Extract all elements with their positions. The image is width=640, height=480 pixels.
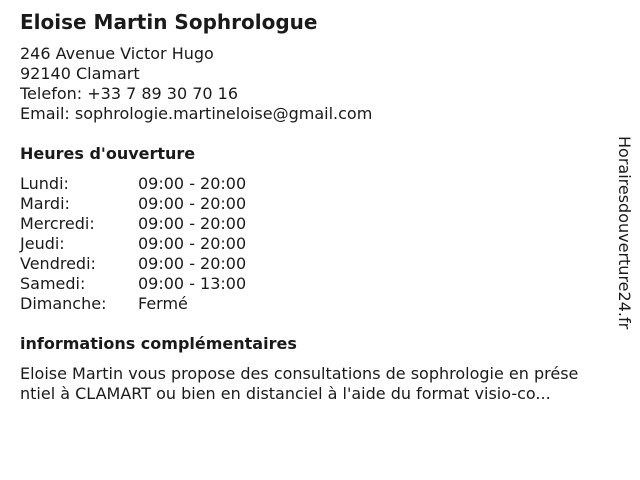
hours-day: Mercredi: [20, 214, 95, 233]
business-name: Eloise Martin Sophrologue [20, 10, 318, 34]
info-line-1: Eloise Martin vous propose des consultations de sophrologie en prése [20, 364, 579, 383]
hours-row-monday [20, 174, 246, 194]
hours-day: Mardi: [20, 194, 70, 213]
hours-row-tuesday [20, 194, 246, 214]
info-line-2: ntiel à CLAMART ou bien en distanciel à l'aide du format visio-co... [20, 384, 551, 403]
hours-table [20, 174, 246, 314]
contact-block [20, 44, 372, 124]
city-postcode: 92140 Clamart [20, 64, 140, 83]
hours-day: Samedi: [20, 274, 86, 293]
hours-day: Jeudi: [20, 234, 65, 253]
hours-time: 09:00 - 20:00 [138, 214, 247, 233]
hours-row-thursday [20, 234, 246, 254]
site-watermark: Horairesdouverture24.fr [615, 136, 634, 330]
street-address: 246 Avenue Victor Hugo [20, 44, 214, 63]
hours-row-wednesday [20, 214, 246, 234]
hours-day: Vendredi: [20, 254, 96, 273]
phone-number: Telefon: +33 7 89 30 70 16 [20, 84, 239, 103]
hours-row-friday [20, 254, 246, 274]
hours-row-saturday [20, 274, 246, 294]
hours-day: Dimanche: [20, 294, 107, 313]
hours-time: 09:00 - 20:00 [138, 194, 247, 213]
info-description [20, 364, 610, 404]
info-heading: informations complémentaires [20, 334, 297, 353]
hours-heading: Heures d'ouverture [20, 144, 196, 163]
hours-time: Fermé [138, 294, 188, 313]
hours-time: 09:00 - 20:00 [138, 254, 247, 273]
hours-time: 09:00 - 20:00 [138, 174, 247, 193]
hours-time: 09:00 - 13:00 [138, 274, 247, 293]
hours-row-sunday [20, 294, 246, 314]
hours-time: 09:00 - 20:00 [138, 234, 247, 253]
hours-day: Lundi: [20, 174, 69, 193]
email-address: Email: sophrologie.martineloise@gmail.com [20, 104, 373, 123]
